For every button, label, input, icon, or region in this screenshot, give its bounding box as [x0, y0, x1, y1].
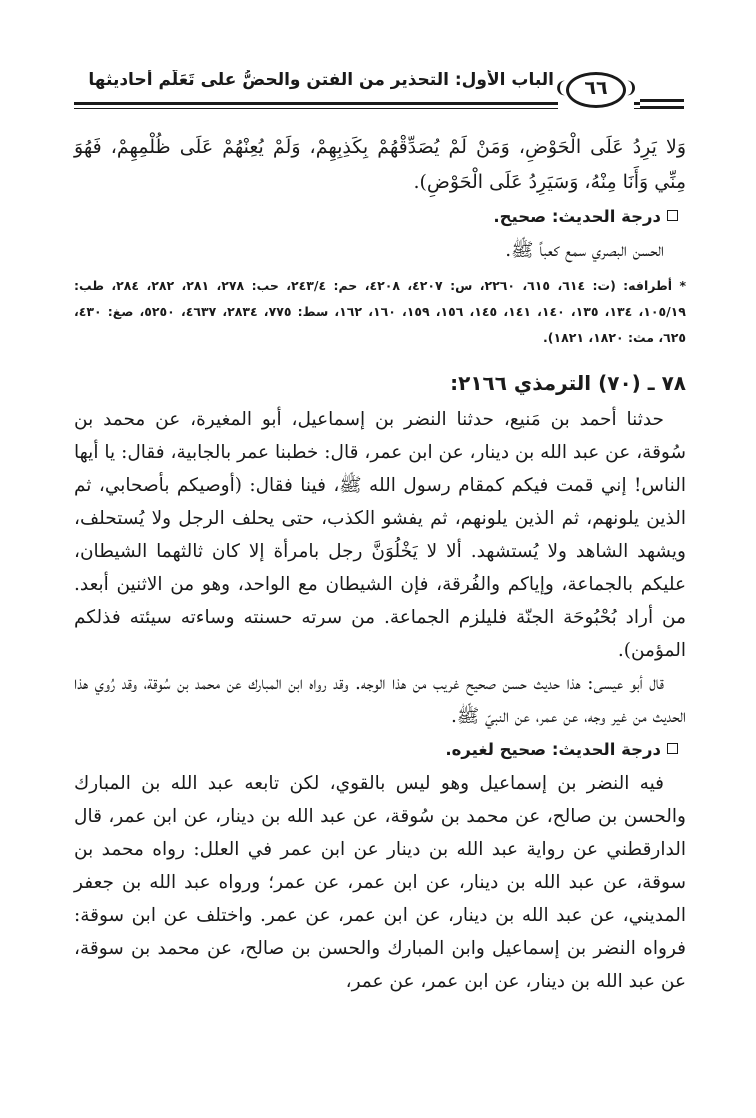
isnad-analysis: فيه النضر بن إسماعيل وهو ليس بالقوي، لكن تابعه عبد الله بن المبارك والحسن بن صالح، عن محمد بن سُوقة، عن عبد الله بن دينار، عن ابن عمر، قال الدارقطني عن رواية عبد الله بن دينار عن ابن عمر في العلل: رواه محمد بن سوقة، عن عبد الله بن دينار، عن ابن عمر، عن عمر؛ ورواه عبد الله بن جعفر المديني، عن عبد الله بن دينار، عن ابن عمر، عن عمر. واختلف عن ابن سوقة: فرواه النضر بن إسماعيل وابن المبارك والحسن بن صالح، عن محمد بن سوقة، عن عبد الله بن دينار، عن ابن عمر، عن عمر،	[74, 773, 686, 992]
header-double-dash	[640, 96, 684, 112]
hadith-continuation: وَلا يَرِدُ عَلَى الْحَوْضِ، وَمَنْ لَمْ يُصَدِّقْهُمْ بِكَذِبِهِمْ، وَلَمْ يُعِنْهُمْ عَلَى ظُلْمِهِمْ، فَهُوَ مِنِّي وَأَنَا مِنْهُ، وَسَيَرِدُ عَلَى الْحَوْضِ).	[74, 136, 686, 193]
page-number-badge	[554, 66, 638, 114]
page-header	[74, 66, 684, 122]
hadith-heading: ٧٨ ـ (٧٠) الترمذي ٢١٦٦:	[450, 371, 686, 395]
grade-heading	[74, 200, 686, 234]
grade-note: الحسن البصري سمع كعباً ﷺ.	[505, 240, 664, 261]
footnote-references: * أطرافه: (ت: ٦١٤، ٦١٥، ٢٢٦٠، س: ٤٢٠٧، ٤٢٠٨، حم: ٢٤٣/٤، حب: ٢٧٨، ٢٨١، ٢٨٢، ٢٨٤، طب: ١٠٥/١٩، ١٣٤، ١٣٥، ١٤٠، ١٤١، ١٤٥، ١٥٦، ١٥٩، ١٦٠، ١٦٢، سط: ٧٧٥، ٢٨٣٤، ٤٦٣٧، ٥٢٥٠، صغ: ٤٣٠، ٦٢٥، مث: ١٨٢٠، ١٨٢١).	[74, 278, 687, 345]
grade-label: درجة الحديث: صحيح.	[493, 207, 661, 226]
page-number: ٦٦	[584, 77, 608, 99]
chapter-title: الباب الأول: التحذير من الفتن والحضُّ على تَعَلُّم أَحاديثها	[88, 70, 554, 90]
grade-heading-2	[74, 733, 686, 767]
page-body	[74, 130, 686, 998]
tirmidhi-comment: قال أبو عيسى: هذا حديث حسن صحيح غريب من هذا الوجه. وقد رواه ابن المبارك عن محمد بن سُوقة، وقد رُوي هذا الحديث من غير وجه، عن عمر، عن النبيّ ﷺ.	[74, 673, 686, 727]
square-bullet-icon	[667, 743, 678, 754]
square-bullet-icon	[667, 210, 678, 221]
hadith-text: حدثنا أحمد بن مَنيع، حدثنا النضر بن إسماعيل، أبو المغيرة، عن محمد بن سُوقة، عن عبد الله بن دينار، عن ابن عمر، قال: خطبنا عمر بالجابية، فقال: يا أيها الناس! إني قمت فيكم كمقام رسول الله ﷺ، فينا فقال: (أوصيكم بأصحابي، ثم الذين يلونهم، ثم الذين يلونهم، ثم يفشو الكذب، حتى يحلف الرجل ولا يُستحلف، ويشهد الشاهد ولا يُستشهد. ألا لا يَخْلُوَنَّ رجل بامرأة إلا كان ثالثهما الشيطان، عليكم بالجماعة، وإياكم والفُرقة، فإن الشيطان مع الواحد، وهو من الاثنين أبعد. من أراد بُحْبُوحَة الجنّة فليلزم الجماعة. من سرته حسنته وساءته سيئته فذلكم المؤمن).	[74, 409, 686, 661]
grade-label-2: درجة الحديث: صحيح لغيره.	[445, 740, 661, 759]
ornament-left-icon: ❨	[554, 78, 568, 97]
ornament-right-icon: ❩	[624, 78, 638, 97]
